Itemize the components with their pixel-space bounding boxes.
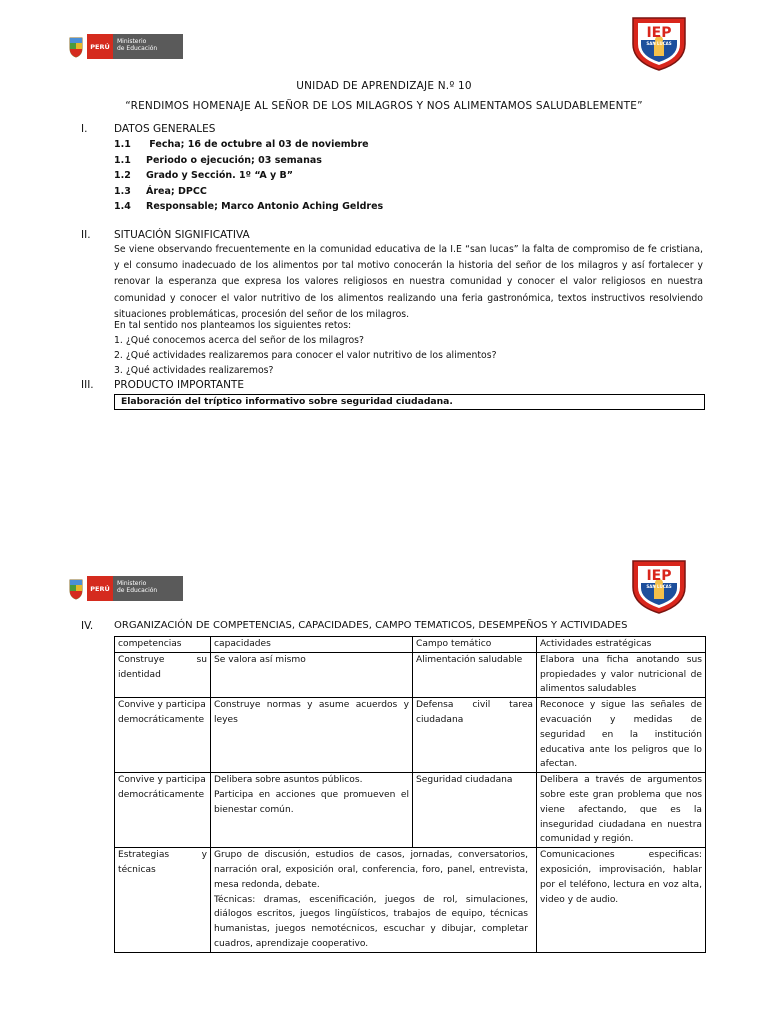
cell-line: Grupo de discusión, estudios de casos, jornadas, conversatorios, narración oral, exposición oral, conferencia, foro, panel, entrevista, mesa redonda, debate. (214, 850, 528, 890)
cell-line: Técnicas: dramas, escenificación, juegos de rol, simulaciones, diálogos escritos, juegos lingüísticos, trabajos de equipo, técnicas humanistas, juegos nemotécnicos, escuchar y dibujar, completar cuadros, aprendizaje cooperativo. (214, 894, 528, 949)
table-row (115, 848, 706, 953)
ministry-label (113, 576, 183, 601)
ministry-line1: Ministerio (117, 38, 147, 45)
product-box: Elaboración del tríptico informativo sobre seguridad ciudadana. (114, 394, 705, 410)
section-number: I. (81, 123, 88, 135)
table-cell: Se valora así mismo (211, 652, 413, 697)
table-cell: Elabora una ficha anotando sus propiedades y valor nutricional de alimentos saludables (537, 652, 706, 697)
competencias-table (114, 636, 706, 953)
table-row (115, 698, 706, 773)
section-heading: SITUACIÓN SIGNIFICATIVA (114, 229, 250, 241)
table-cell: Delibera a través de argumentos sobre este gran problema que nos viene afectando, que es la inseguridad ciudadana en nuestra comunidad y región. (537, 773, 706, 848)
peru-label: PERÚ (87, 576, 113, 601)
unit-subtitle: “RENDIMOS HOMENAJE AL SEÑOR DE LOS MILAGROS Y NOS ALIMENTAMOS SALUDABLEMENTE” (125, 100, 643, 112)
school-logo-text: IEP (646, 25, 672, 41)
header-actividades: Actividades estratégicas (537, 637, 706, 653)
ministry-line1: Ministerio (117, 580, 147, 587)
table-cell: Estrategias y técnicas (115, 848, 211, 953)
table-cell: Convive y participa democráticamente (115, 698, 211, 773)
table-cell: Alimentación saludable (413, 652, 537, 697)
peru-coat-of-arms-icon (65, 576, 87, 601)
school-logo-text: IEP (646, 568, 672, 584)
ministry-line2: de Educación (117, 45, 158, 52)
peru-coat-of-arms-icon (65, 34, 87, 59)
header-competencias: competencias (115, 637, 211, 653)
section-number: II. (81, 229, 91, 241)
table-row (115, 652, 706, 697)
datos-list (114, 139, 383, 217)
list-item: 1.1 Fecha; 16 de octubre al 03 de noviembre (114, 139, 369, 150)
minedu-logo (65, 576, 183, 601)
header-capacidades: capacidades (211, 637, 413, 653)
school-logo-subtext: SAN LUCAS (646, 41, 672, 46)
table-cell (211, 773, 413, 848)
school-logo-subtext: SAN LUCAS (646, 584, 672, 589)
situacion-paragraph: Se viene observando frecuentemente en la comunidad educativa de la I.E “san lucas” la falta de compromiso de fe cristiana, y el consumo inadecuado de los alimentos por tal motivo conocerán la historia del señor de los milagros y así fortalecer y renovar la esperanza que expresa los valores religiosos en nuestra comunidad y conocer el valor religiosos en nuestra comunidad y conocer el valor nutritivo de los alimentos realizando una feria gastronómica, textos instructivos resolviendo situaciones problemáticas, procesión del señor de los milagros. (114, 244, 703, 320)
school-logo (629, 14, 689, 72)
list-item: 1.4 Responsable; Marco Antonio Aching Geldres (114, 201, 384, 212)
reto-item: 2. ¿Qué actividades realizaremos para conocer el valor nutritivo de los alimentos? (114, 350, 497, 361)
table-row (115, 773, 706, 848)
table-cell: Comunicaciones especificas: exposición, improvisación, hablar por el teléfono, lectura en voz alta, video y de audio. (537, 848, 706, 953)
section-datos-generales (81, 123, 381, 137)
section-heading: DATOS GENERALES (114, 123, 216, 135)
table-cell (211, 848, 537, 953)
minedu-logo (65, 34, 183, 59)
table-cell: Construye normas y asume acuerdos y leyes (211, 698, 413, 773)
section-number: III. (81, 379, 94, 391)
list-item: 1.1 Periodo o ejecución; 03 semanas (114, 154, 322, 166)
list-item: 1.2 Grado y Sección. 1º “A y B” (114, 170, 293, 181)
ministry-line2: de Educación (117, 587, 158, 594)
section-producto (81, 379, 381, 393)
cell-line: Participa en acciones que promueven el bienestar común. (214, 789, 409, 815)
section-heading: PRODUCTO IMPORTANTE (114, 379, 244, 391)
ministry-label (113, 34, 183, 59)
table-cell: Convive y participa democráticamente (115, 773, 211, 848)
table-cell: Reconoce y sigue las señales de evacuación y medidas de seguridad en la institución educativa ante los peligros que lo afectan. (537, 698, 706, 773)
reto-item: 1. ¿Qué conocemos acerca del señor de los milagros? (114, 335, 364, 346)
table-cell: Seguridad ciudadana (413, 773, 537, 848)
table-cell: Defensa civil tarea ciudadana (413, 698, 537, 773)
reto-item: 3. ¿Qué actividades realizaremos? (114, 365, 274, 376)
section-heading: ORGANIZACIÓN DE COMPETENCIAS, CAPACIDADES, CAMPO TEMATICOS, DESEMPEÑOS Y ACTIVIDADES (114, 620, 628, 631)
table-cell: Construye su identidad (115, 652, 211, 697)
header-campo-tematico: Campo temático (413, 637, 537, 653)
unit-title: UNIDAD DE APRENDIZAJE N.º 10 (296, 80, 472, 92)
table-header-row (115, 637, 706, 653)
list-item: 1.3 Área; DPCC (114, 185, 207, 197)
retos-intro: En tal sentido nos planteamos los siguientes retos: (114, 320, 352, 331)
section-organizacion (81, 620, 721, 634)
cell-line: Delibera sobre asuntos públicos. (214, 775, 363, 786)
school-logo (629, 557, 689, 615)
section-situacion (81, 229, 381, 243)
peru-label: PERÚ (87, 34, 113, 59)
section-number: IV. (81, 620, 94, 632)
